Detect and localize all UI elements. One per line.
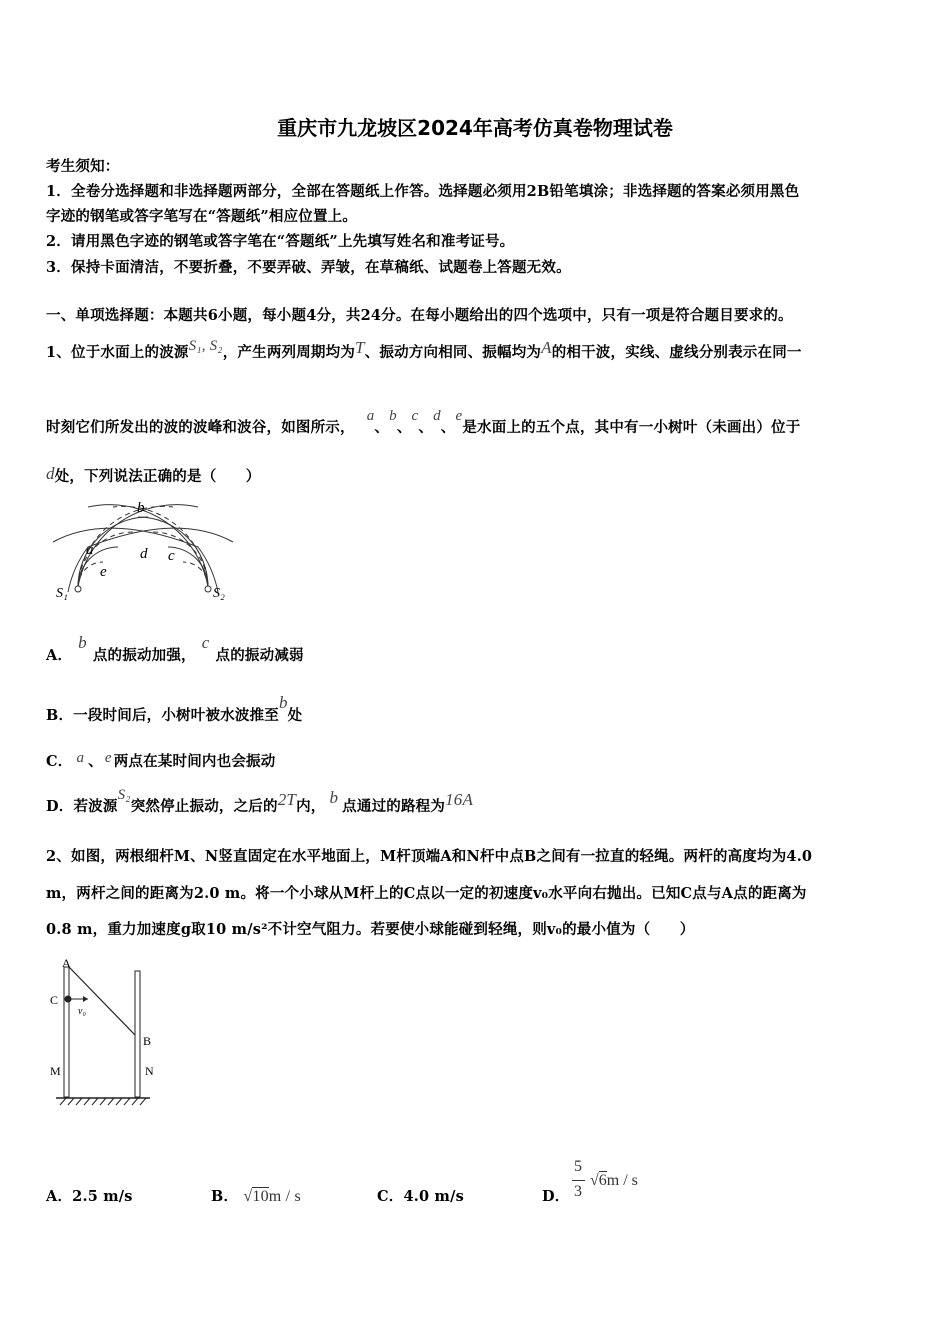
q2-option-d-label: D． (542, 1188, 570, 1205)
option-label: B． (211, 1188, 239, 1205)
q1-point-c: c (201, 633, 210, 652)
q1-point-b: b (329, 788, 339, 807)
option-value: 4.0 m/s (403, 1188, 464, 1205)
figure-label-n: N (145, 1064, 154, 1078)
option-label: C． (377, 1188, 404, 1205)
q1-line-3 (46, 465, 261, 486)
figure-label-v0: v₀ (78, 1006, 86, 1017)
q1-option-d (46, 787, 474, 816)
q1-point-b: b (389, 408, 397, 424)
unit-text: m / s (268, 1188, 301, 1205)
radicand-value: 6 (598, 1172, 607, 1189)
q1-separator: 、 (440, 419, 456, 436)
figure-label-c: c (168, 548, 175, 564)
q1-option-b (46, 693, 303, 725)
sqrt-sign: √ (590, 1172, 599, 1189)
option-text: 点通过的路程为 (342, 798, 446, 815)
source-s2-marker (205, 586, 211, 592)
fraction-bar (572, 1180, 585, 1181)
q1-separator: 、 (396, 419, 412, 436)
radicand-value: 10 (252, 1188, 269, 1205)
figure-label-a: a (86, 542, 94, 558)
figure-label-b: B (143, 1034, 152, 1048)
q1-text: 1、位于水面上的波源 (46, 344, 189, 361)
velocity-arrowhead (83, 996, 88, 1002)
light-rope (69, 967, 135, 1035)
q1-amplitude-symbol: A (541, 338, 552, 357)
q1-line-2 (46, 408, 801, 437)
option-text: 两点在某时间内也会振动 (113, 753, 276, 770)
q2-option-d-sqrt (590, 1170, 638, 1190)
q1-period-symbol: T (355, 338, 365, 357)
q1-point-a: a (76, 750, 85, 766)
fraction-denominator: 3 (574, 1183, 582, 1200)
option-label: A． (46, 1188, 73, 1205)
figure-label-c: C (50, 993, 59, 1007)
q1-point-c: c (411, 408, 419, 424)
q1-option-c (46, 750, 275, 771)
q1-text: 是水面上的五个点，其中有一小树叶（未画出）位于 (462, 419, 801, 436)
option-text: 点的振动减弱 (215, 647, 304, 664)
rod-n (135, 971, 140, 1097)
option-value: 2.5 m/s (72, 1188, 133, 1205)
figure-label-b: b (137, 500, 145, 516)
q1-separator: 、 (88, 753, 103, 770)
option-text: 点的振动加强， (92, 647, 196, 664)
source-s1-marker (75, 586, 81, 592)
figure-label-s1: S₁ (56, 586, 68, 601)
notice-heading: 考生须知： (46, 158, 120, 175)
q1-separator: 、 (418, 419, 434, 436)
q2-option-a (46, 1185, 133, 1206)
q1-path-16a: 16A (445, 790, 474, 809)
q1-point-e: e (104, 750, 112, 766)
notice-line-4: 3．保持卡面清洁，不要折叠，不要弄破、弄皱，在草稿纸、试题卷上答题无效。 (46, 259, 571, 276)
q1-point-d-ref: d (46, 464, 55, 483)
figure-label-s2: S₂ (213, 586, 225, 601)
option-label: A． (46, 647, 73, 664)
q1-option-a (46, 633, 304, 665)
q1-sources-symbol: S₁, S₂ (188, 338, 223, 354)
q1-separator: 、 (374, 419, 390, 436)
q1-point-b: b (278, 693, 288, 712)
notice-line-2: 字迹的钢笔或答字笔写在“答题纸”相应位置上。 (46, 208, 358, 225)
unit-text: m / s (606, 1172, 638, 1189)
option-label: C． (46, 753, 73, 770)
figure-label-a: A (62, 956, 71, 970)
q2-line-2: m，两杆之间的距离为2.0 m。将一个小球从M杆上的C点以一定的初速度v₀水平向右抛出。已知C点与A点的距离为 (46, 885, 807, 902)
q1-text: 、振动方向相同、振幅均为 (364, 344, 542, 361)
q1-source-s2: S₂ (117, 787, 131, 803)
section-heading: 一、单项选择题：本题共6小题，每小题4分，共24分。在每小题给出的四个选项中，只有一项是符合题目要求的。 (46, 307, 793, 324)
figure-label-e: e (100, 564, 107, 580)
q1-text: ，产生两列周期均为 (222, 344, 356, 361)
q2-option-c (377, 1185, 464, 1206)
q1-time-2t: 2T (277, 790, 297, 809)
rod-m (64, 967, 69, 1097)
rods-figure (46, 955, 161, 1115)
q1-text: 处，下列说法正确的是（ ） (54, 468, 261, 485)
q1-point-a: a (366, 408, 375, 424)
fraction-numerator: 5 (574, 1158, 582, 1175)
sqrt-sign: √ (243, 1188, 253, 1205)
option-text: 处 (287, 707, 303, 724)
option-text: D．若波源 (46, 798, 118, 815)
q2-line-3: 0.8 m，重力加速度g取10 m/s²不计空气阻力。若要使小球能碰到轻绳，则v₀的最小值为（ ） (46, 921, 695, 938)
wave-interference-figure (48, 492, 238, 607)
notice-line-1: 1．全卷分选择题和非选择题两部分，全部在答题纸上作答。选择题必须用2B铅笔填涂；非选择题的答案必须用黑色 (46, 183, 800, 200)
q1-text: 的相干波，实线、虚线分别表示在同一 (551, 344, 802, 361)
q1-point-e: e (455, 408, 463, 424)
figure-label-m: M (50, 1064, 61, 1078)
q2-option-b (211, 1185, 301, 1206)
q1-text: 时刻它们所发出的波的波峰和波谷，如图所示， (46, 419, 355, 436)
page-title: 重庆市九龙坡区2024年高考仿真卷物理试卷 (277, 116, 673, 140)
q2-line-1: 2、如图，两根细杆M、N竖直固定在水平地面上，M杆顶端A和N杆中点B之间有一拉直的轻绳。两杆的高度均为4.0 (46, 848, 813, 865)
q1-point-d: d (433, 408, 441, 424)
notice-line-3: 2．请用黑色字迹的钢笔或答字笔在“答题纸”上先填写姓名和准考证号。 (46, 233, 515, 250)
q1-line-1 (46, 338, 802, 362)
option-text: B．一段时间后，小树叶被水波推至 (46, 707, 279, 724)
figure-label-d: d (140, 546, 148, 562)
ground-hatching (60, 1098, 146, 1105)
q1-point-b: b (78, 633, 87, 652)
option-text: 内， (296, 798, 326, 815)
option-text: 突然停止振动，之后的 (130, 798, 278, 815)
